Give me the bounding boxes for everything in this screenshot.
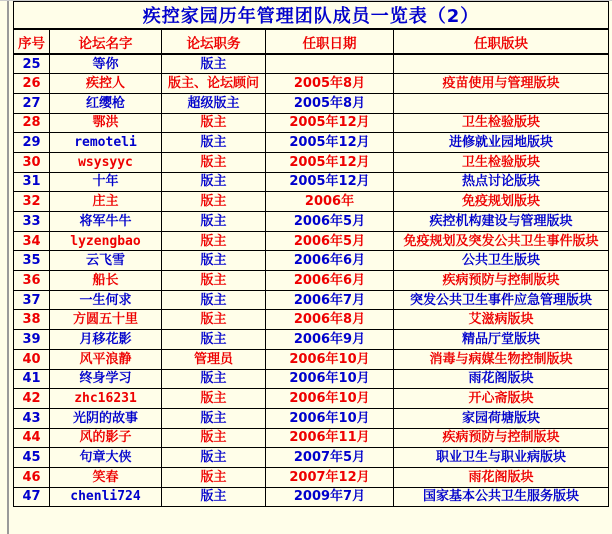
cell-no: 37 xyxy=(14,290,50,310)
table-row xyxy=(14,448,609,468)
cell-name: chenli724 xyxy=(50,487,162,507)
cell-name: wsysyyc xyxy=(50,152,162,172)
column-header-name: 论坛名字 xyxy=(50,29,162,54)
cell-board: 卫生检验版块 xyxy=(394,113,609,133)
cell-no: 40 xyxy=(14,349,50,369)
cell-no: 43 xyxy=(14,408,50,428)
cell-date: 2006年10月 xyxy=(266,349,394,369)
members-table xyxy=(13,1,609,507)
cell-name: 云飞雪 xyxy=(50,251,162,271)
table-row xyxy=(14,93,609,113)
cell-name: 船长 xyxy=(50,271,162,291)
cell-role: 版主 xyxy=(162,487,266,507)
cell-board: 疾病预防与控制版块 xyxy=(394,428,609,448)
cell-board xyxy=(394,93,609,113)
cell-name: zhc16231 xyxy=(50,389,162,409)
cell-date: 2006年10月 xyxy=(266,389,394,409)
cell-role: 版主 xyxy=(162,133,266,153)
table-row xyxy=(14,389,609,409)
cell-role: 版主 xyxy=(162,290,266,310)
cell-no: 26 xyxy=(14,74,50,94)
cell-role: 管理员 xyxy=(162,349,266,369)
cell-name: 终身学习 xyxy=(50,369,162,389)
table-row xyxy=(14,467,609,487)
cell-board: 雨花阁版块 xyxy=(394,369,609,389)
cell-board: 热点讨论版块 xyxy=(394,172,609,192)
cell-board: 艾滋病版块 xyxy=(394,310,609,330)
cell-no: 47 xyxy=(14,487,50,507)
cell-no: 33 xyxy=(14,212,50,232)
cell-no: 28 xyxy=(14,113,50,133)
table-row xyxy=(14,290,609,310)
table-row xyxy=(14,330,609,350)
cell-role: 版主 xyxy=(162,310,266,330)
cell-role: 版主 xyxy=(162,330,266,350)
cell-name: 红缨枪 xyxy=(50,93,162,113)
table-row xyxy=(14,172,609,192)
column-header-role: 论坛职务 xyxy=(162,29,266,54)
cell-name: 鄂洪 xyxy=(50,113,162,133)
column-header-board: 任职版块 xyxy=(394,29,609,54)
table-row xyxy=(14,74,609,94)
cell-board: 消毒与病媒生物控制版块 xyxy=(394,349,609,369)
cell-date: 2005年8月 xyxy=(266,74,394,94)
cell-no: 31 xyxy=(14,172,50,192)
cell-board: 进修就业园地版块 xyxy=(394,133,609,153)
cell-role: 版主 xyxy=(162,152,266,172)
cell-board: 突发公共卫生事件应急管理版块 xyxy=(394,290,609,310)
cell-no: 32 xyxy=(14,192,50,212)
cell-board: 免疫规划及突发公共卫生事件版块 xyxy=(394,231,609,251)
cell-board: 开心斋版块 xyxy=(394,389,609,409)
cell-board: 疾病预防与控制版块 xyxy=(394,271,609,291)
cell-date: 2006年8月 xyxy=(266,310,394,330)
cell-board: 公共卫生版块 xyxy=(394,251,609,271)
cell-date: 2006年6月 xyxy=(266,251,394,271)
cell-no: 27 xyxy=(14,93,50,113)
cell-no: 46 xyxy=(14,467,50,487)
cell-board: 疫苗使用与管理版块 xyxy=(394,74,609,94)
cell-role: 版主 xyxy=(162,408,266,428)
table-row xyxy=(14,349,609,369)
cell-name: 十年 xyxy=(50,172,162,192)
table-row xyxy=(14,133,609,153)
cell-name: 庄主 xyxy=(50,192,162,212)
cell-board xyxy=(394,54,609,74)
cell-no: 44 xyxy=(14,428,50,448)
cell-date: 2006年6月 xyxy=(266,271,394,291)
cell-date: 2006年7月 xyxy=(266,290,394,310)
cell-name: 句章大侠 xyxy=(50,448,162,468)
cell-name: 疾控人 xyxy=(50,74,162,94)
cell-date: 2006年9月 xyxy=(266,330,394,350)
page-title: 疾控家园历年管理团队成员一览表（2） xyxy=(14,2,609,30)
cell-no: 25 xyxy=(14,54,50,74)
cell-role: 版主 xyxy=(162,231,266,251)
cell-no: 34 xyxy=(14,231,50,251)
cell-name: 方圆五十里 xyxy=(50,310,162,330)
cell-date: 2005年12月 xyxy=(266,172,394,192)
table-row xyxy=(14,212,609,232)
cell-no: 36 xyxy=(14,271,50,291)
cell-date: 2006年5月 xyxy=(266,212,394,232)
cell-role: 版主 xyxy=(162,54,266,74)
cell-no: 45 xyxy=(14,448,50,468)
cell-no: 35 xyxy=(14,251,50,271)
table-row xyxy=(14,152,609,172)
cell-date: 2006年10月 xyxy=(266,408,394,428)
table-row xyxy=(14,369,609,389)
table-row xyxy=(14,428,609,448)
cell-name: 风的影子 xyxy=(50,428,162,448)
table-row xyxy=(14,192,609,212)
cell-role: 版主 xyxy=(162,389,266,409)
cell-no: 41 xyxy=(14,369,50,389)
cell-name: lyzengbao xyxy=(50,231,162,251)
cell-board: 疾控机构建设与管理版块 xyxy=(394,212,609,232)
cell-no: 38 xyxy=(14,310,50,330)
table-header-row xyxy=(14,29,609,54)
table-row xyxy=(14,113,609,133)
cell-date xyxy=(266,54,394,74)
cell-no: 42 xyxy=(14,389,50,409)
cell-role: 版主、论坛顾问 xyxy=(162,74,266,94)
cell-date: 2005年12月 xyxy=(266,152,394,172)
cell-name: 将军牛牛 xyxy=(50,212,162,232)
cell-role: 版主 xyxy=(162,172,266,192)
cell-name: 等你 xyxy=(50,54,162,74)
cell-role: 版主 xyxy=(162,467,266,487)
cell-role: 版主 xyxy=(162,212,266,232)
cell-no: 39 xyxy=(14,330,50,350)
cell-role: 版主 xyxy=(162,113,266,133)
cell-name: 风平浪静 xyxy=(50,349,162,369)
cell-date: 2006年11月 xyxy=(266,428,394,448)
cell-role: 版主 xyxy=(162,448,266,468)
cell-name: 一生何求 xyxy=(50,290,162,310)
cell-name: remoteli xyxy=(50,133,162,153)
table-row xyxy=(14,231,609,251)
cell-role: 版主 xyxy=(162,251,266,271)
table-body xyxy=(14,54,609,507)
cell-board: 精品厅堂版块 xyxy=(394,330,609,350)
cell-role: 版主 xyxy=(162,428,266,448)
column-header-no: 序号 xyxy=(14,29,50,54)
cell-name: 月移花影 xyxy=(50,330,162,350)
cell-board: 卫生检验版块 xyxy=(394,152,609,172)
column-header-date: 任职日期 xyxy=(266,29,394,54)
cell-no: 29 xyxy=(14,133,50,153)
table-row xyxy=(14,54,609,74)
window-edge-line xyxy=(7,1,9,534)
cell-role: 超级版主 xyxy=(162,93,266,113)
cell-date: 2006年10月 xyxy=(266,369,394,389)
cell-date: 2005年12月 xyxy=(266,133,394,153)
table-row xyxy=(14,251,609,271)
cell-role: 版主 xyxy=(162,192,266,212)
cell-board: 职业卫生与职业病版块 xyxy=(394,448,609,468)
cell-board: 家园荷塘版块 xyxy=(394,408,609,428)
cell-date: 2009年7月 xyxy=(266,487,394,507)
table-row xyxy=(14,408,609,428)
cell-date: 2005年12月 xyxy=(266,113,394,133)
cell-name: 光阴的故事 xyxy=(50,408,162,428)
cell-name: 笑春 xyxy=(50,467,162,487)
cell-board: 免疫规划版块 xyxy=(394,192,609,212)
cell-date: 2006年5月 xyxy=(266,231,394,251)
table-row xyxy=(14,487,609,507)
cell-date: 2005年8月 xyxy=(266,93,394,113)
cell-role: 版主 xyxy=(162,271,266,291)
cell-date: 2007年5月 xyxy=(266,448,394,468)
cell-no: 30 xyxy=(14,152,50,172)
cell-board: 国家基本公共卫生服务版块 xyxy=(394,487,609,507)
cell-date: 2006年 xyxy=(266,192,394,212)
table-row xyxy=(14,271,609,291)
table-row xyxy=(14,310,609,330)
cell-board: 雨花阁版块 xyxy=(394,467,609,487)
cell-date: 2007年12月 xyxy=(266,467,394,487)
cell-role: 版主 xyxy=(162,369,266,389)
